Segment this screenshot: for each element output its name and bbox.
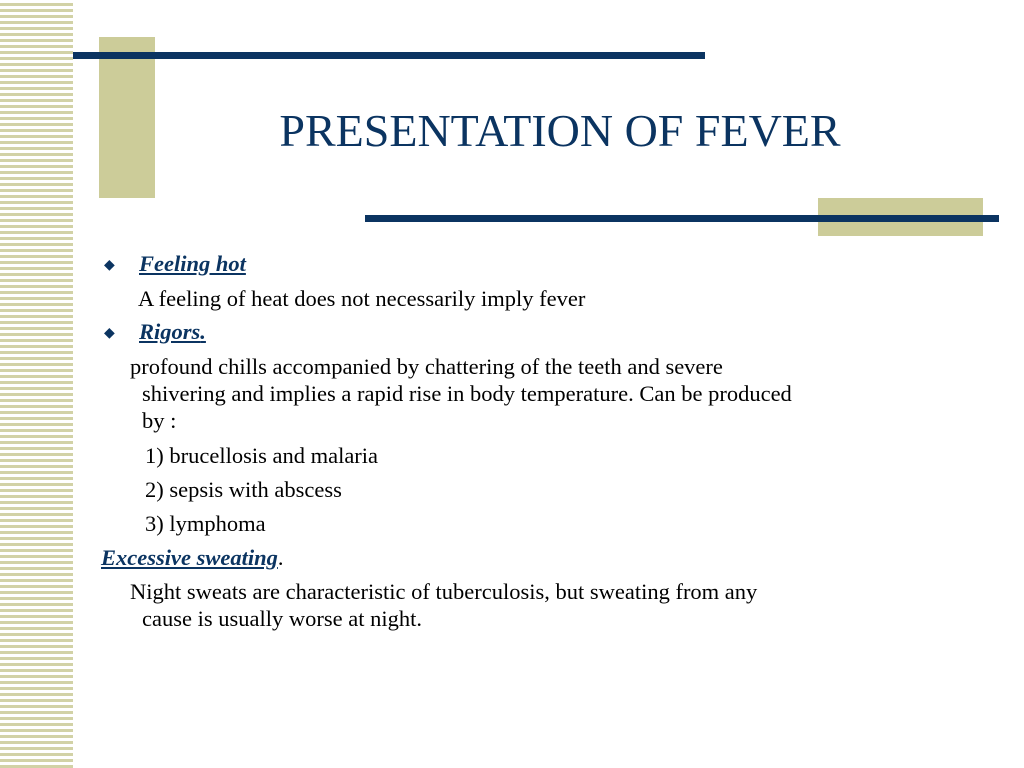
list-item: 3) lymphoma xyxy=(145,511,266,536)
heading-trailing: . xyxy=(200,319,206,344)
section-text-line: Night sweats are characteristic of tuberculosis, but sweating from any xyxy=(130,579,758,604)
list-item: 1) brucellosis and malaria xyxy=(145,443,379,468)
heading-text: Feeling hot xyxy=(139,251,246,276)
section-text-line: cause is usually worse at night. xyxy=(142,606,422,631)
decorative-block-left xyxy=(99,37,155,198)
heading-text: Rigors xyxy=(139,319,201,344)
decorative-rule-bottom xyxy=(365,215,999,222)
section-heading-excessive-sweating xyxy=(101,545,283,571)
decorative-rule-top xyxy=(73,52,705,59)
list-item: 2) sepsis with abscess xyxy=(145,477,342,502)
diamond-bullet-icon: ◆ xyxy=(104,258,115,273)
section-text-line: by : xyxy=(142,408,177,433)
section-heading-feeling-hot xyxy=(139,251,246,277)
section-heading-rigors xyxy=(139,319,206,345)
section-text-line: profound chills accompanied by chattering of the teeth and severe xyxy=(130,354,723,379)
section-text: A feeling of heat does not necessarily imply fever xyxy=(138,286,586,311)
section-text-line: shivering and implies a rapid rise in body temperature. Can be produced xyxy=(142,381,792,406)
decorative-side-stripes xyxy=(0,0,73,768)
heading-trailing: . xyxy=(277,545,284,570)
heading-text: Excessive sweating xyxy=(101,545,278,570)
diamond-bullet-icon: ◆ xyxy=(104,326,115,341)
slide-title: PRESENTATION OF FEVER xyxy=(279,105,841,156)
